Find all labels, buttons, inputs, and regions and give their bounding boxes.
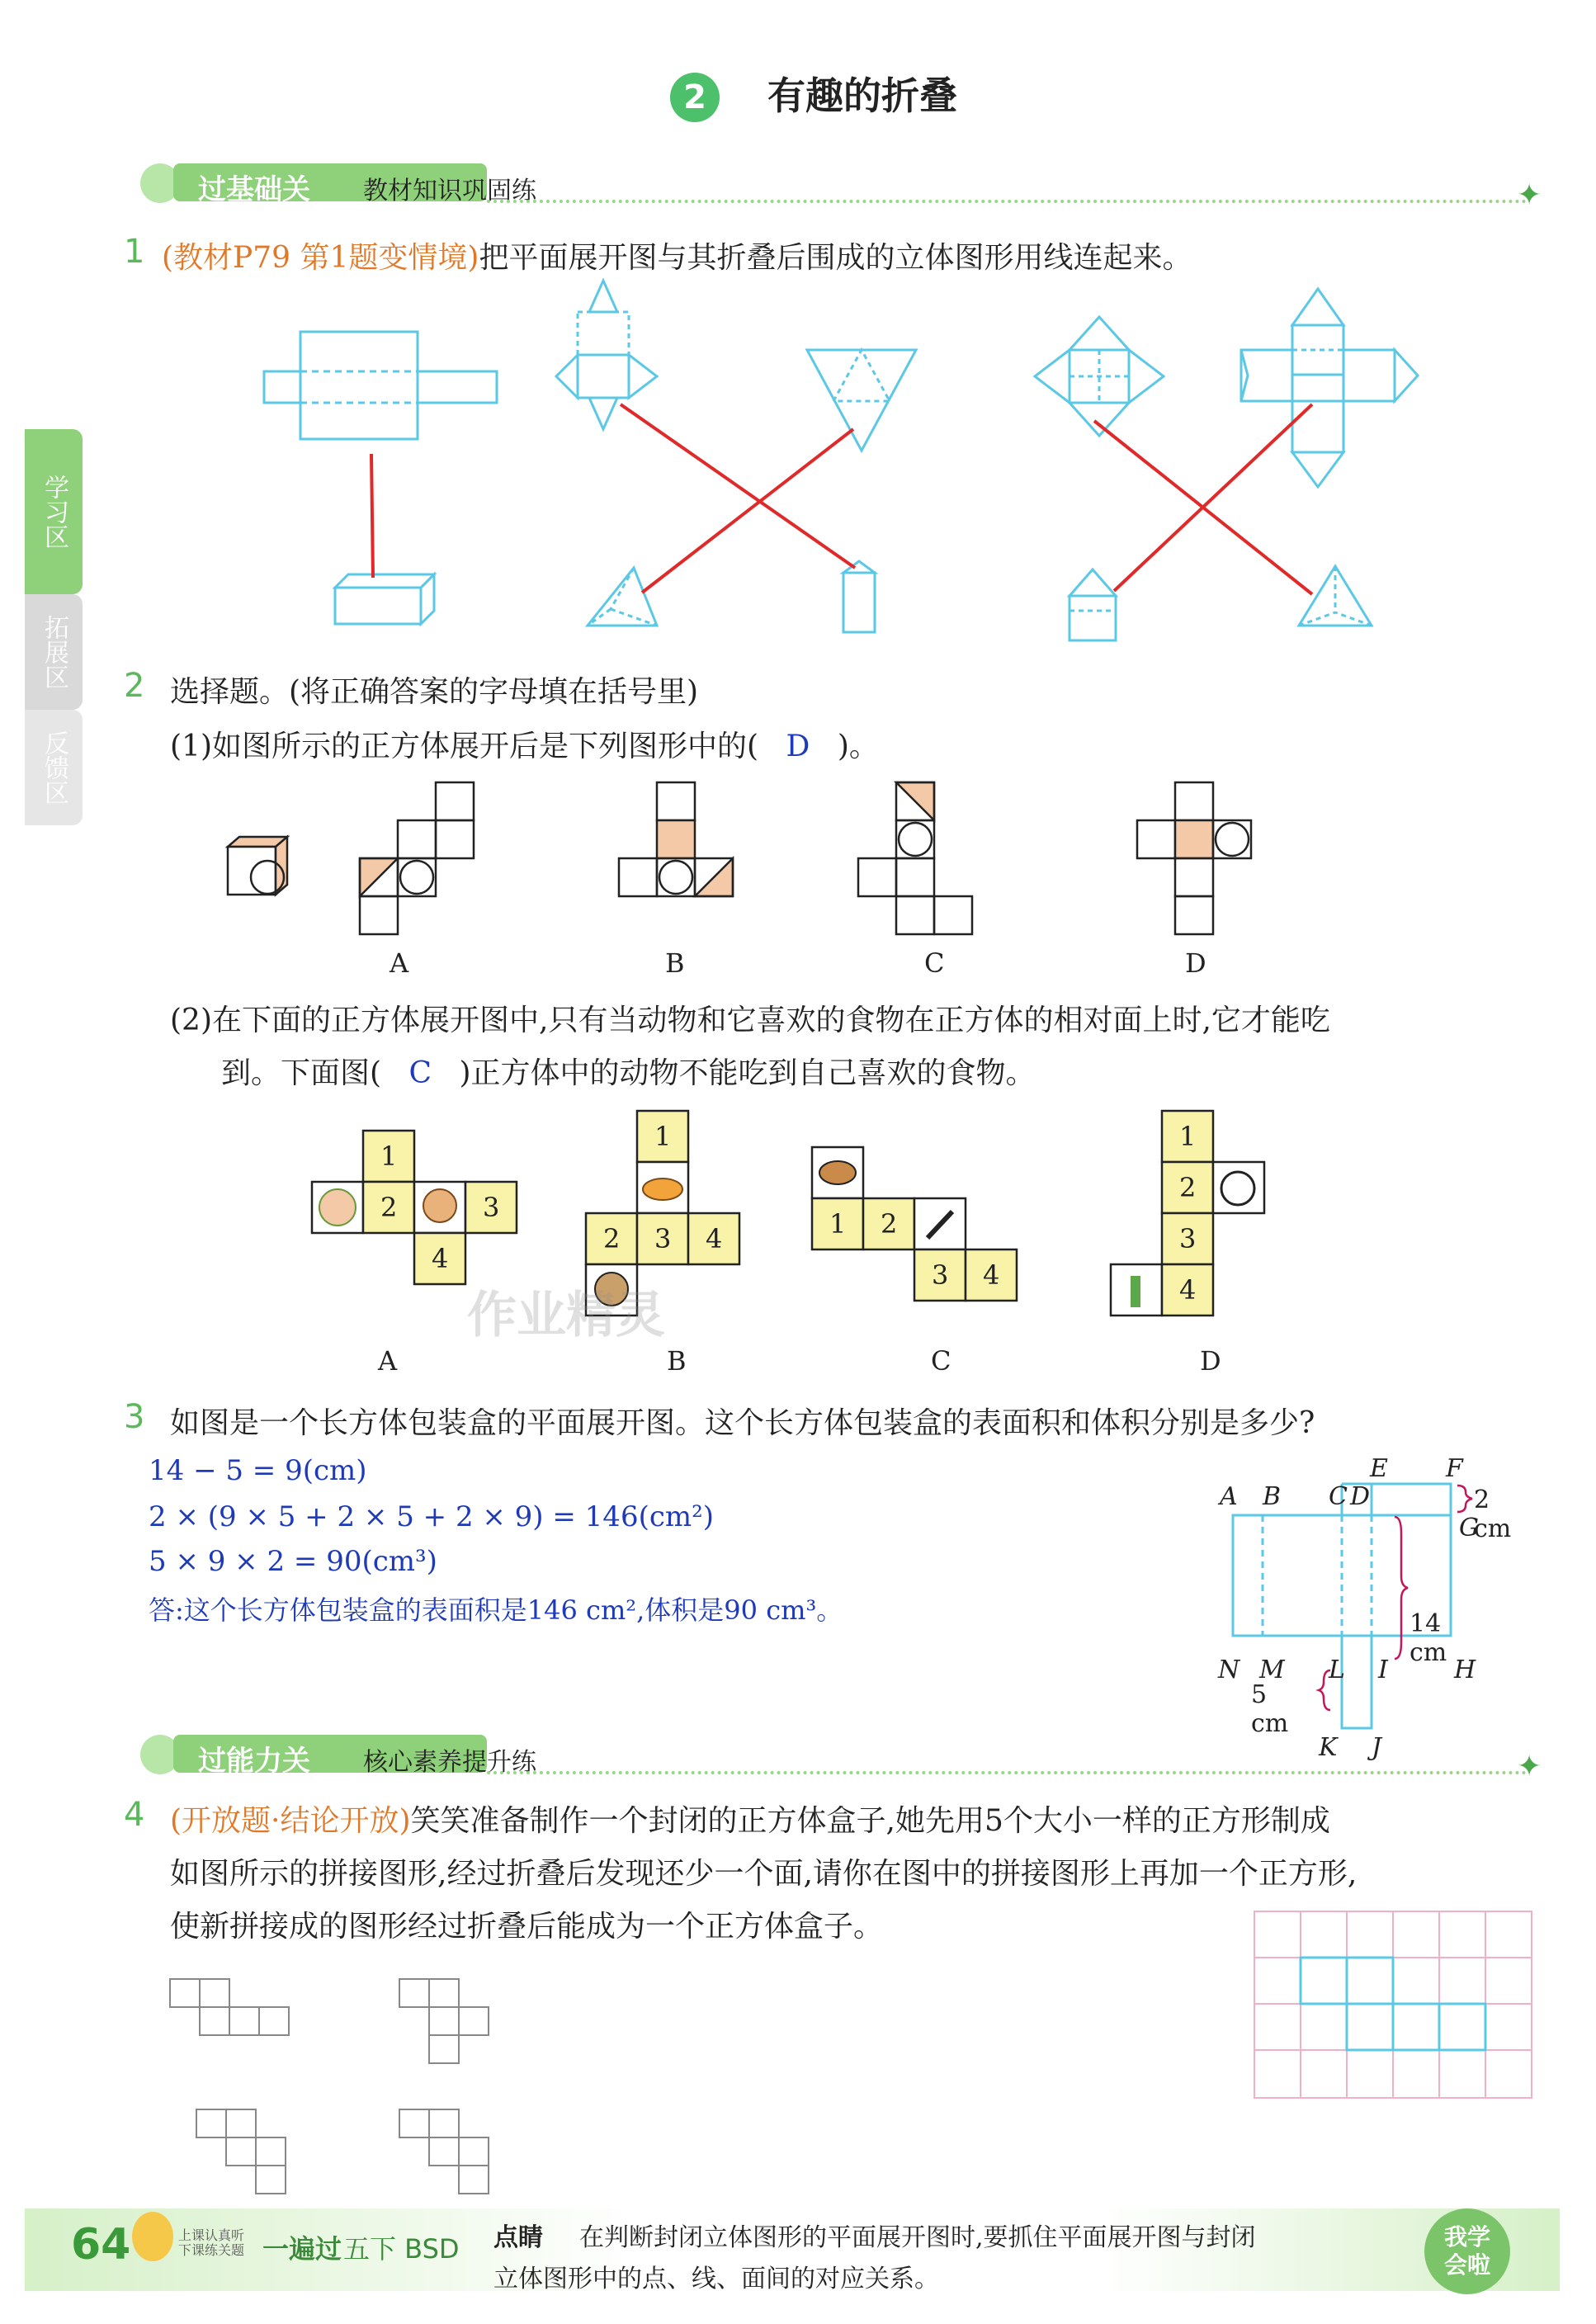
label-b: B [1263,1482,1282,1511]
q2-sub2-option-a: A [378,1345,398,1377]
q4-line2: 如图所示的拼接图形,经过折叠后发现还少一个面,请你在图中的拼接图形上再加一个正方形, [170,1857,1358,1891]
sketch-4 [399,2109,489,2194]
section-ability-title: 过能力关 [198,1745,310,1778]
dim-14cm: 14 cm [1409,1609,1447,1667]
label-f: F [1446,1454,1463,1483]
q1-tag: (教材P79 第1题变情境) [162,241,479,275]
q2d-cell-1: 1 [1179,1121,1197,1152]
q4-line3: 使新拼接成的图形经过折叠后能成为一个正方体盒子。 [170,1910,884,1944]
section-ability-subtitle: 核心素养提升练 [363,1748,536,1777]
watermark: 作业精灵 [467,1287,665,1344]
q2-sub2-line1: (2)在下面的正方体展开图中,只有当动物和它喜欢的食物在正方体的相对面上时,它才能吃 [170,1004,1330,1037]
brand-slogan: 上课认真听 下课练关题 [178,2227,245,2258]
label-g: G [1459,1514,1479,1542]
learned-badge-text: 我学会啦 [1443,2223,1490,2279]
q4-number: 4 [124,1796,145,1834]
q2-sub1-answer: D [786,730,810,763]
q4-line1: (开放题·结论开放)笑笑准备制作一个封闭的正方体盒子,她先用5个大小一样的正方形制成 [170,1804,1330,1838]
side-tab-extend[interactable]: 拓展区 [25,594,83,710]
q2-sub1-option-c: C [924,947,945,979]
q2b-cell-4: 4 [706,1223,723,1254]
page-title: 有趣的折叠 [767,73,957,118]
q2c-cell-3: 3 [932,1259,949,1291]
label-i: I [1378,1656,1388,1684]
dim-5cm: 5 cm [1251,1680,1289,1738]
q2d-cell-3: 3 [1179,1223,1197,1254]
q2c-cell-1: 1 [829,1208,847,1240]
chapter-number: 2 [683,78,706,116]
label-a: A [1220,1482,1238,1511]
tip-line-1: 在判断封闭立体图形的平面展开图时,要抓住平面展开图与封闭 [579,2223,1256,2252]
label-h: H [1454,1656,1476,1684]
star-icon: ✦ [1517,1750,1542,1783]
sketch-3 [196,2109,286,2194]
q2-text: 选择题。(将正确答案的字母填在括号里) [170,675,699,709]
label-c: C [1329,1482,1348,1511]
q1-number: 1 [124,233,145,271]
q2a-cell-1: 1 [380,1141,398,1172]
tip-line-2: 立体图形中的点、线、面间的对应关系。 [493,2265,939,2293]
q2a-cell-2: 2 [380,1192,398,1223]
q2-sub1-option-a: A [390,947,409,979]
learned-badge[interactable] [1424,2208,1510,2294]
label-d: D [1350,1482,1371,1511]
q2-sub2-line2: 到。下面图( C )正方体中的动物不能吃到自己喜欢的食物。 [221,1056,1036,1090]
q2c-cell-2: 2 [881,1208,898,1240]
grade-label: 五下 BSD [343,2233,460,2265]
sketch-1 [170,1979,289,2035]
label-n: N [1218,1656,1240,1684]
q2b-cell-3: 3 [654,1223,672,1254]
q4-tag: (开放题·结论开放) [170,1804,411,1838]
q2-sub2-option-d: D [1200,1345,1221,1377]
label-j: J [1372,1733,1382,1762]
sketch-2 [399,1979,489,2063]
tip-label: 点睛 [493,2223,543,2252]
label-m: M [1259,1656,1285,1684]
dim-2cm: 2 cm [1474,1486,1512,1543]
q3-text: 如图是一个长方体包装盒的平面展开图。这个长方体包装盒的表面积和体积分别是多少? [170,1406,1315,1440]
section-basic-title: 过基础关 [198,173,310,206]
q3-work-2: 2 × (9 × 5 + 2 × 5 + 2 × 9) = 146(cm²) [149,1500,715,1533]
q3-answer: 答:这个长方体包装盒的表面积是146 cm²,体积是90 cm³。 [149,1594,843,1626]
star-icon: ✦ [1517,178,1542,212]
q2b-cell-1: 1 [654,1121,672,1152]
q2d-cell-4: 4 [1179,1274,1197,1306]
q2d-cell-2: 2 [1179,1172,1197,1203]
q2-sub2-option-b: B [667,1345,687,1377]
q2a-cell-3: 3 [483,1192,500,1223]
q2-sub2-option-c: C [931,1345,951,1377]
side-tab-study[interactable]: 学习区 [25,429,83,594]
q2-sub1: (1)如图所示的正方体展开后是下列图形中的( D )。 [170,730,879,763]
q2-sub2-answer: C [408,1056,432,1090]
section-basic-subtitle: 教材知识巩固练 [363,177,536,205]
label-k: K [1319,1733,1338,1762]
q1-body: 把平面展开图与其折叠后围成的立体图形用线连起来。 [479,241,1192,275]
q2a-cell-4: 4 [432,1243,449,1274]
q3-work-3: 5 × 9 × 2 = 90(cm³) [149,1545,437,1578]
q2-sub1-option-b: B [665,947,685,979]
q3-work-1: 14 − 5 = 9(cm) [149,1454,367,1487]
side-tab-feedback[interactable]: 反馈区 [25,710,83,825]
q2-number: 2 [124,667,145,705]
q2b-cell-2: 2 [603,1223,621,1254]
page-number: 64 [71,2220,131,2270]
q2-sub1-option-d: D [1185,947,1206,979]
brand-name: 一遍过 [262,2233,342,2265]
q2c-cell-4: 4 [983,1259,1000,1291]
q3-number: 3 [124,1398,145,1436]
label-l: L [1329,1656,1345,1684]
label-e: E [1370,1454,1388,1483]
q4-shape [1301,1958,1485,2050]
mascot-icon [132,2212,173,2261]
